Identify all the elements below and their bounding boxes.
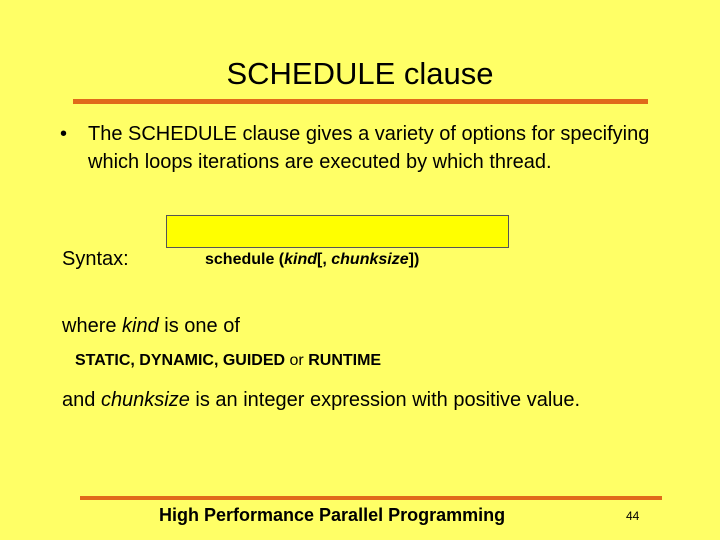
kinds-list: STATIC, DYNAMIC, GUIDED: [75, 352, 286, 369]
title-underline: [73, 99, 648, 104]
and-prefix: and: [62, 389, 101, 411]
syntax-bracket: [,: [317, 251, 332, 268]
where-kind: kind: [122, 315, 159, 337]
syntax-kind: kind: [284, 251, 318, 268]
footer-rule: [80, 496, 662, 500]
and-chunksize: chunksize: [100, 389, 190, 411]
page-number: 44: [626, 509, 640, 523]
syntax-code: [205, 251, 419, 269]
schedule-kinds-list: [75, 352, 381, 370]
and-suffix: is an integer expression with positive value.: [189, 389, 581, 411]
syntax-label: Syntax:: [62, 248, 129, 270]
bullet-text: The SCHEDULE clause gives a variety of options for specifying which loops iterations are executed by which thread.: [88, 123, 650, 173]
bullet-marker: •: [60, 123, 68, 145]
kinds-last: RUNTIME: [308, 352, 382, 369]
syntax-chunksize: chunksize: [331, 251, 409, 268]
where-line: [62, 315, 240, 338]
kinds-or: or: [285, 352, 309, 369]
where-suffix: is one of: [158, 315, 240, 337]
syntax-code-box: [166, 215, 509, 248]
syntax-suffix: ]): [408, 251, 420, 268]
chunksize-description: [62, 386, 662, 414]
slide-title: SCHEDULE clause: [226, 56, 494, 91]
syntax-prefix: schedule (: [205, 251, 285, 268]
footer-title: High Performance Parallel Programming: [159, 505, 506, 525]
where-prefix: where: [62, 315, 123, 337]
